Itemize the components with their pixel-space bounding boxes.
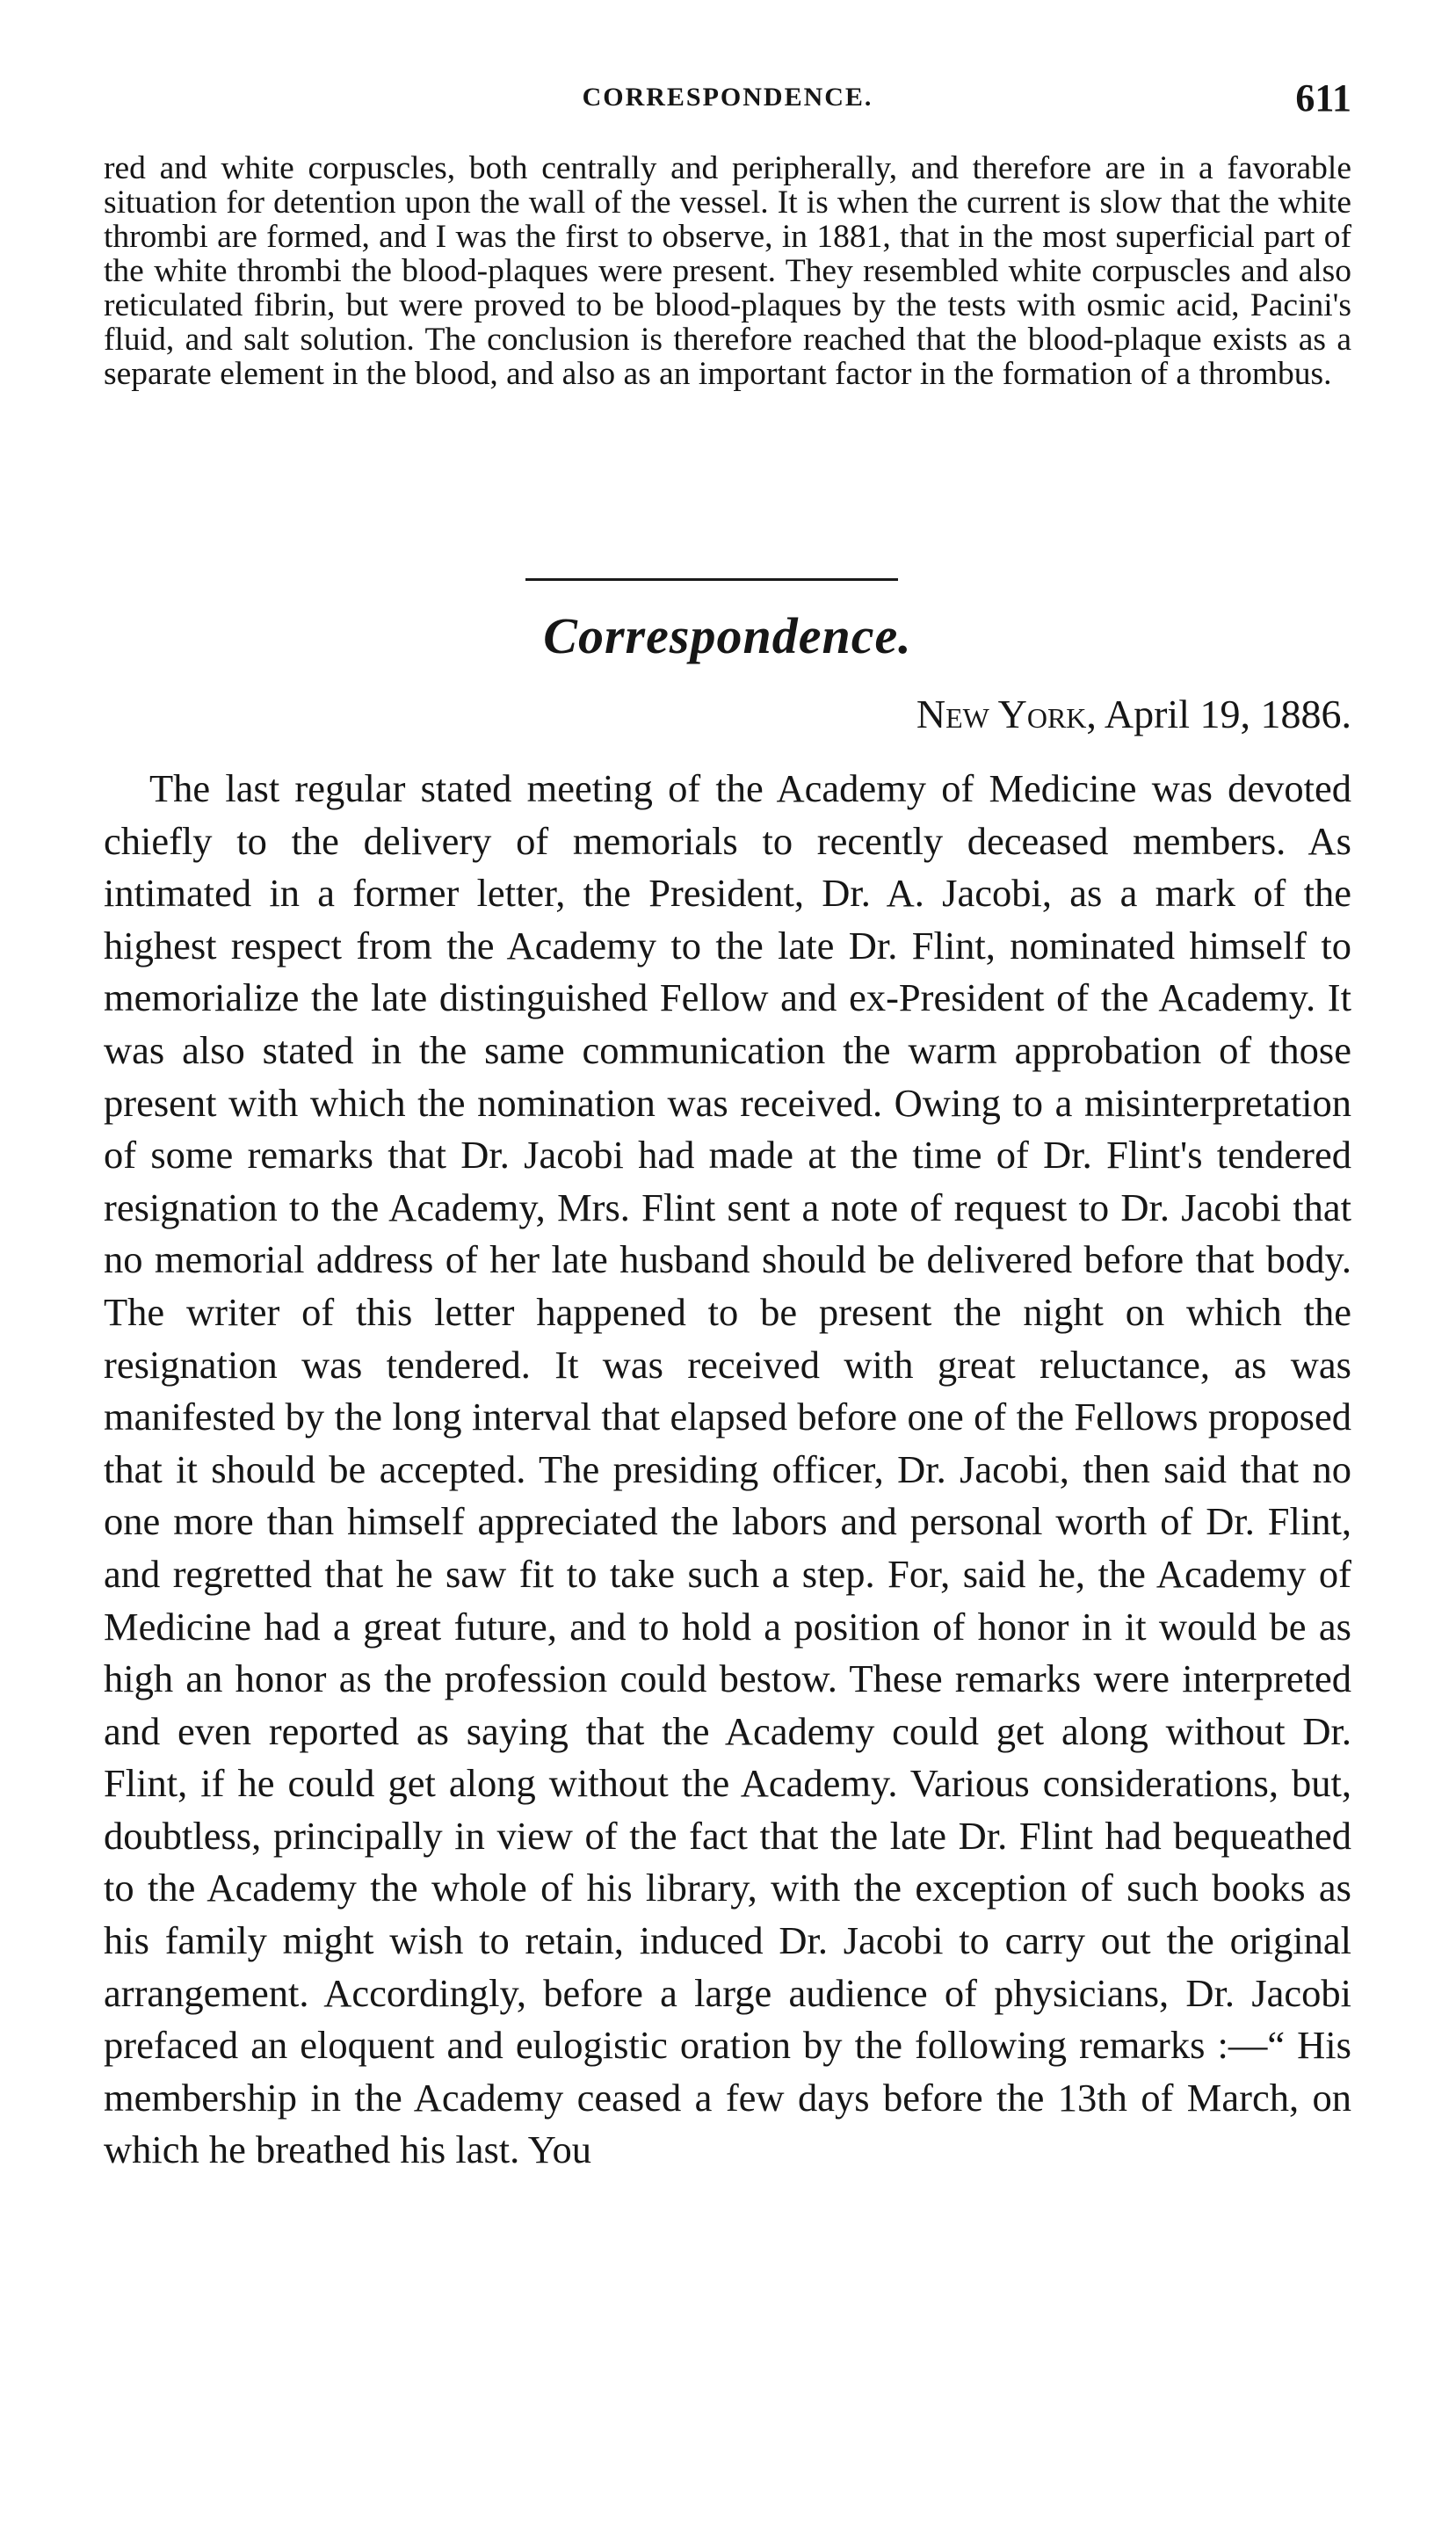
dateline (916, 691, 1351, 737)
running-head (104, 76, 1351, 128)
letter-body: The last regular stated meeting of the Academy of Medicine was devoted chiefly to the delivery of memorials to recently deceased members. As intimated in a former letter, the President, Dr. A. Jacobi, as a mark of the highest respect from the Academy to the late Dr. Flint, nominated himself to memorialize the late distinguished Fellow and ex-President of the Academy. It was also stated in the same communication the warm approbation of those present with which the nomination was received. Owing to a misinterpretation of some remarks that Dr. Jacobi had made at the time of Dr. Flint's tendered resignation to the Academy, Mrs. Flint sent a note of request to Dr. Jacobi that no memorial address of her late husband should be delivered before that body. The writer of this letter happened to be present the night on which the resignation was tendered. It was received with great reluctance, as was manifested by the long interval that elapsed before one of the Fellows proposed that it should be accepted. The presiding officer, Dr. Jacobi, then said that no one more than himself appreciated the labors and personal worth of Dr. Flint, and regretted that he saw fit to take such a step. For, said he, the Academy of Medicine had a great future, and to hold a position of honor in it would be as high an honor as the profession could bestow. These remarks were interpreted and even reported as saying that the Academy could get along without Dr. Flint, if he could get along without the Academy. Various considerations, but, doubtless, principally in view of the fact that the late Dr. Flint had bequeathed to the Academy the whole of his library, with the exception of such books as his family might wish to retain, induced Dr. Jacobi to carry out the original arrangement. Accordingly, before a large audience of physicians, Dr. Jacobi prefaced an eloquent and eulogistic oration by the following remarks :—“ His membership in the Academy ceased a few days before the 13th of March, on which he breathed his last. You (104, 766, 1351, 2172)
running-title: CORRESPONDENCE. (582, 83, 873, 112)
section-title: Correspondence. (543, 607, 912, 664)
page-number: 611 (1295, 76, 1351, 120)
preceding-article-paragraph: red and white corpuscles, both centrally and peripherally, and therefore are in a favorable situation for detention upon the wall of the vessel. It is when the current is slow that the white thrombi are formed, and I was the first to observe, in 1881, that in the most superficial part of the white thrombi the blood-plaques were present. They resembled white corpuscles and also reticulated fibrin, but were proved to be blood-plaques by the tests with osmic acid, Pacini's fluid, and salt solution. The conclusion is therefore reached that the blood-plaque exists as a separate element in the blood, and also as an important factor in the formation of a thrombus. (104, 150, 1351, 392)
dateline-place: New York, (916, 692, 1097, 736)
dateline-date: April 19, 1886. (1104, 692, 1351, 736)
section-divider-rule (525, 578, 898, 581)
